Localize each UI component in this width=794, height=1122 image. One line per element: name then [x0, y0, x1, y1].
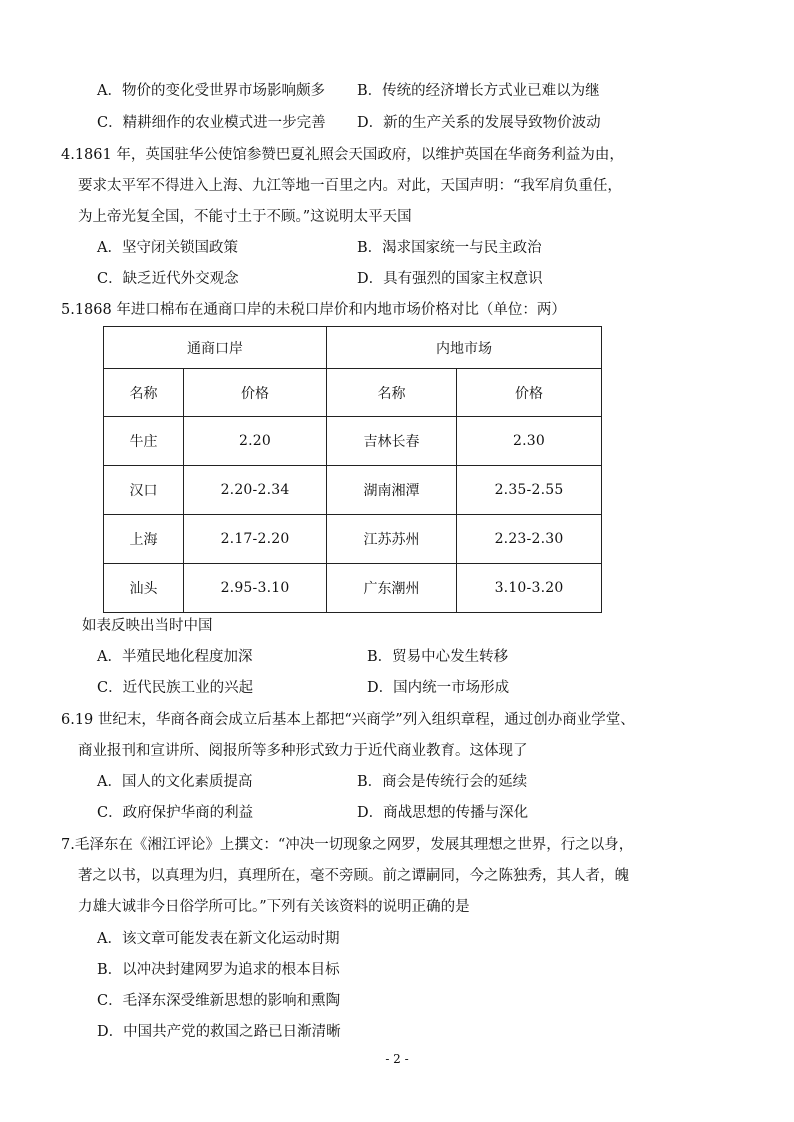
q7-stem-line2: 著之以书，以真理为归，真理所在，毫不旁顾。前之谭嗣同，今之陈独秀，其人者，魄 [78, 868, 629, 884]
q6-option-d: D．商战思想的传播与深化 [357, 805, 529, 821]
table-cell: 江苏苏州 [327, 515, 457, 564]
table-row [104, 515, 602, 564]
q4-option-c: C．缺乏近代外交观念 [97, 271, 239, 287]
table-row [104, 417, 602, 466]
q7-stem-line1: 7.毛泽东在《湘江评论》上撰文：“冲决一切现象之网罗，发展其理想之世界，行之以身， [61, 837, 634, 853]
q4-option-d: D．具有强烈的国家主权意识 [357, 271, 543, 287]
table-cell: 2.30 [457, 417, 602, 466]
table-header-price: 价格 [184, 369, 327, 417]
table-header-name: 名称 [327, 369, 457, 417]
table-group-treaty-ports: 通商口岸 [104, 327, 327, 369]
q3-option-c: C．精耕细作的农业模式进一步完善 [97, 115, 326, 131]
table-row [104, 564, 602, 613]
q5-option-c: C．近代民族工业的兴起 [97, 680, 254, 696]
table-cell: 3.10-3.20 [457, 564, 602, 613]
table-cell: 牛庄 [104, 417, 184, 466]
table-cell: 2.20-2.34 [184, 466, 327, 515]
q4-stem-line2: 要求太平军不得进入上海、九江等地一百里之内。对此，天国声明：“我军肩负重任， [78, 178, 622, 194]
table-row [104, 466, 602, 515]
q5-option-a: A．半殖民地化程度加深 [97, 649, 253, 665]
q7-option-c: C．毛泽东深受维新思想的影响和熏陶 [97, 993, 341, 1009]
q5-option-d: D．国内统一市场形成 [367, 680, 510, 696]
q5-option-b: B．贸易中心发生转移 [367, 649, 509, 665]
page-number: - 2 - [385, 1052, 409, 1066]
q7-option-a: A．该文章可能发表在新文化运动时期 [97, 931, 340, 947]
q6-option-a: A．国人的文化素质提高 [97, 774, 253, 790]
q4-option-b: B．渴求国家统一与民主政治 [357, 240, 542, 256]
table-cell: 2.35-2.55 [457, 466, 602, 515]
table-cell: 吉林长春 [327, 417, 457, 466]
q7-option-d: D．中国共产党的救国之路已日渐清晰 [97, 1024, 341, 1040]
table-cell: 2.23-2.30 [457, 515, 602, 564]
table-cell: 2.17-2.20 [184, 515, 327, 564]
price-comparison-table [103, 326, 602, 613]
q6-option-b: B．商会是传统行会的延续 [357, 774, 528, 790]
table-cell: 2.20 [184, 417, 327, 466]
q4-option-a: A．坚守闭关锁国政策 [97, 240, 238, 256]
q3-option-a: A．物价的变化受世界市场影响颇多 [97, 83, 325, 99]
q6-stem-line1: 6.19 世纪末，华商各商会成立后基本上都把“兴商学”列入组织章程，通过创办商业学堂、 [61, 712, 635, 728]
q3-option-b: B．传统的经济增长方式业已难以为继 [357, 83, 600, 99]
table-cell: 广东潮州 [327, 564, 457, 613]
table-cell: 上海 [104, 515, 184, 564]
q7-stem-line3: 力雄大诚非今日俗学所可比。”下列有关该资料的说明正确的是 [78, 899, 470, 915]
q5-stem: 5.1868 年进口棉布在通商口岸的未税口岸价和内地市场价格对比（单位：两） [61, 302, 566, 318]
q4-stem-line1: 4.1861 年，英国驻华公使馆参赞巴夏礼照会天国政府，以维护英国在华商务利益为由， [61, 147, 624, 163]
table-cell: 2.95-3.10 [184, 564, 327, 613]
q6-stem-line2: 商业报刊和宣讲所、阅报所等多种形式致力于近代商业教育。这体现了 [78, 743, 528, 759]
table-header-name: 名称 [104, 369, 184, 417]
q7-option-b: B．以冲决封建网罗为追求的根本目标 [97, 962, 340, 978]
table-header-price: 价格 [457, 369, 602, 417]
table-cell: 湖南湘潭 [327, 466, 457, 515]
table-cell: 汕头 [104, 564, 184, 613]
q3-option-d: D．新的生产关系的发展导致物价波动 [357, 115, 601, 131]
q4-stem-line3: 为上帝光复全国，不能寸土于不顾。”这说明太平天国 [78, 209, 412, 225]
table-group-inland-markets: 内地市场 [327, 327, 602, 369]
q6-option-c: C．政府保护华商的利益 [97, 805, 254, 821]
table-cell: 汉口 [104, 466, 184, 515]
q5-after-table: 如表反映出当时中国 [82, 618, 213, 634]
